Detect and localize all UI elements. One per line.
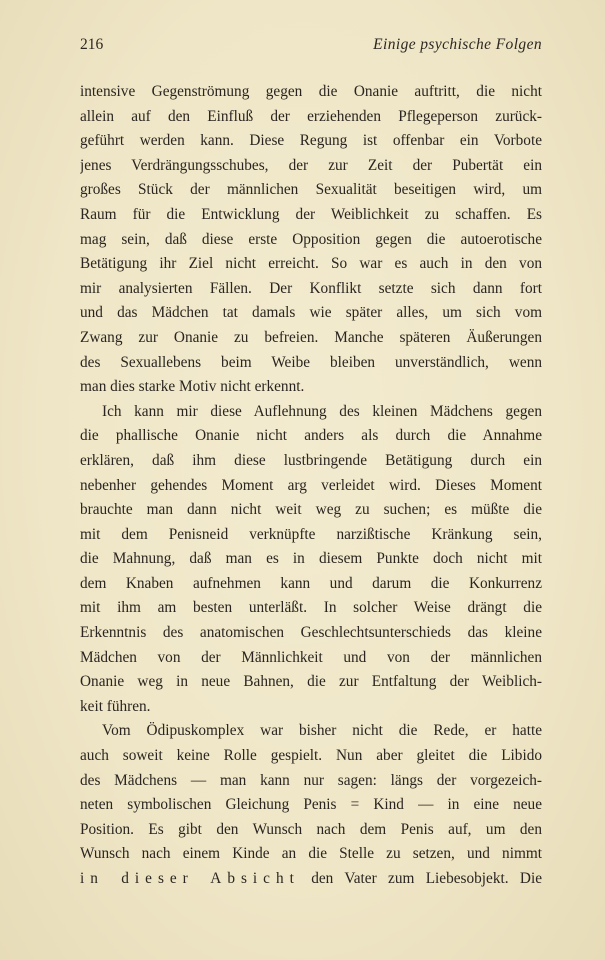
text-line: man dies starke Motiv nicht erkennt.: [80, 378, 305, 396]
text-line: des Mädchens — man kann nur sagen: längs der vorgezeich-: [80, 771, 542, 789]
text-line: die Mahnung, daß man es in diesem Punkte doch nicht mit: [80, 550, 542, 568]
paragraph-start-line: Ich kann mir diese Auflehnung des kleinen Mädchens gegen: [102, 402, 542, 420]
text-line: Onanie weg in neue Bahnen, die zur Entfaltung der Weiblich-: [80, 673, 542, 691]
text-line: brauchte man dann nicht weit weg zu suchen; es müßte die: [80, 501, 542, 519]
text-line: allein auf den Einfluß der erziehenden Pflegeperson zurück-: [80, 107, 542, 125]
text-line: die phallische Onanie nicht anders als durch die Annahme: [80, 427, 542, 445]
text-line: Mädchen von der Männlichkeit und von der männlichen: [80, 648, 542, 666]
text-line: des Sexuallebens beim Weibe bleiben unverständlich, wenn: [80, 353, 542, 371]
text-line: mit dem Penisneid verknüpfte narzißtische Kränkung sein,: [80, 525, 542, 543]
text-line: mag sein, daß diese erste Opposition gegen die autoerotische: [80, 230, 542, 248]
text-line: dem Knaben aufnehmen kann und darum die Konkurrenz: [80, 574, 542, 592]
page-number: 216: [80, 36, 104, 53]
running-head: Einige psychische Folgen: [373, 36, 542, 53]
text-line: keit führen.: [80, 697, 151, 715]
page-header: [80, 36, 542, 60]
text-line: intensive Gegenströmung gegen die Onanie auftritt, die nicht: [80, 83, 542, 100]
text-line: Position. Es gibt den Wunsch nach dem Penis auf, um den: [80, 820, 542, 838]
paragraph-start-line: Vom Ödipuskomplex war bisher nicht die Rede, er hatte: [102, 722, 542, 740]
text-line: und das Mädchen tat damals wie später alles, um sich vom: [80, 304, 542, 322]
text-line: erklären, daß ihm diese lustbringende Betätigung durch ein: [80, 451, 542, 469]
text-line: mit ihm am besten unterläßt. In solcher Weise drängt die: [80, 599, 542, 617]
text-line: mir analysierten Fällen. Der Konflikt setzte sich dann fort: [80, 279, 542, 297]
text-line: Wunsch nach einem Kinde an die Stelle zu setzen, und nimmt: [80, 845, 542, 863]
text-line: auch soweit keine Rolle gespielt. Nun aber gleitet die Libido: [80, 747, 542, 765]
text-line: Raum für die Entwicklung der Weiblichkeit zu schaffen. Es: [80, 205, 542, 223]
text-line-rest: den Vater zum Liebesobjekt. Die: [311, 870, 542, 887]
final-text-line: [80, 867, 542, 892]
text-line: geführt werden kann. Diese Regung ist offenbar ein Vorbote: [80, 132, 542, 150]
emphasized-spaced-text: in dieser Absicht: [80, 870, 300, 887]
body-text: [80, 80, 542, 892]
text-line: großes Stück der männlichen Sexualität beseitigen wird, um: [80, 181, 542, 199]
text-line: Zwang zur Onanie zu befreien. Manche späteren Äußerungen: [80, 328, 542, 346]
text-line: nebenher gehendes Moment arg verleidet wird. Dieses Moment: [80, 476, 542, 494]
text-line: Erkenntnis des anatomischen Geschlechtsunterschieds das kleine: [80, 624, 542, 642]
text-line: jenes Verdrängungsschubes, der zur Zeit der Pubertät ein: [80, 156, 542, 174]
text-line: neten symbolischen Gleichung Penis = Kind — in eine neue: [80, 796, 542, 814]
text-line: Betätigung ihr Ziel nicht erreicht. So war es auch in den von: [80, 255, 542, 273]
